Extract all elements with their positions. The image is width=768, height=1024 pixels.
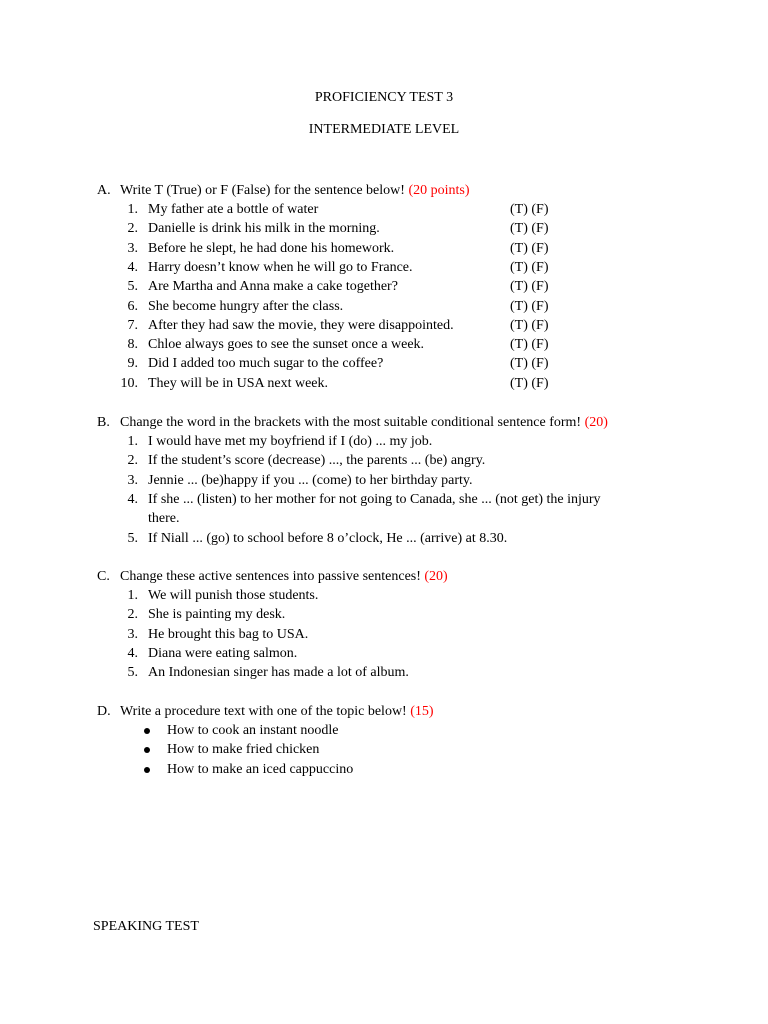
item-number: 4.	[127, 645, 138, 661]
true-false-choice: (T) (F)	[510, 240, 549, 256]
item-number: 5.	[127, 530, 138, 546]
section-c-points: (20)	[424, 569, 448, 584]
conditional-sentence: If Niall ... (go) to school before 8 o’clock, He ... (arrive) at 8.30.	[148, 530, 508, 546]
true-false-choice: (T) (F)	[510, 202, 549, 217]
item-number: 3.	[127, 626, 138, 642]
item-number: 7.	[127, 317, 138, 333]
true-false-choice: (T) (F)	[510, 317, 549, 333]
bullet-icon	[144, 767, 150, 773]
item-number: 5.	[127, 279, 138, 295]
true-false-statement: Danielle is drink his milk in the morning.	[148, 221, 380, 237]
item-number: 9.	[127, 356, 138, 372]
section-a-heading	[120, 181, 470, 200]
section-a-points: (20 points)	[408, 183, 470, 198]
true-false-statement: They will be in USA next week.	[148, 375, 329, 391]
section-c-instruction: Change these active sentences into passive sentences!	[120, 569, 421, 584]
procedure-topic: How to cook an instant noodle	[167, 723, 339, 738]
true-false-choice: (T) (F)	[510, 337, 549, 353]
item-number: 2.	[127, 607, 138, 623]
true-false-statement: After they had saw the movie, they were disappointed.	[148, 317, 454, 333]
conditional-sentence-continued: there.	[148, 511, 180, 527]
section-b-letter: B.	[97, 415, 110, 430]
true-false-statement: She become hungry after the class.	[148, 298, 344, 314]
true-false-statement: Chloe always goes to see the sunset once a week.	[148, 337, 425, 353]
speaking-test-heading: SPEAKING TEST	[93, 919, 199, 934]
conditional-sentence: If the student’s score (decrease) ..., the parents ... (be) angry.	[148, 453, 486, 469]
conditional-sentence: Jennie ... (be)happy if you ... (come) to her birthday party.	[148, 472, 473, 488]
conditional-sentence: I would have met my boyfriend if I (do) ... my job.	[148, 434, 433, 449]
item-number: 6.	[127, 298, 138, 314]
active-sentence: An Indonesian singer has made a lot of album.	[148, 665, 409, 681]
section-c-heading	[120, 567, 448, 586]
conditional-sentence: If she ... (listen) to her mother for not going to Canada, she ... (not get) the injury	[148, 491, 601, 507]
item-number: 4.	[127, 491, 138, 507]
section-a-letter: A.	[97, 183, 111, 198]
bullet-icon	[144, 747, 150, 753]
true-false-statement: Harry doesn’t know when he will go to France.	[148, 259, 413, 275]
item-number: 1.	[127, 202, 138, 217]
true-false-statement: Are Martha and Anna make a cake together?	[148, 279, 398, 295]
procedure-topic: How to make an iced cappuccino	[167, 761, 354, 777]
true-false-choice: (T) (F)	[510, 259, 549, 275]
item-number: 3.	[127, 472, 138, 488]
section-b-points: (20)	[584, 415, 608, 430]
item-number: 1.	[127, 588, 138, 603]
true-false-statement: Did I added too much sugar to the coffee?	[148, 356, 384, 372]
true-false-choice: (T) (F)	[510, 298, 549, 314]
section-b-instruction: Change the word in the brackets with the most suitable conditional sentence form!	[120, 415, 582, 430]
true-false-choice: (T) (F)	[510, 279, 549, 295]
item-number: 3.	[127, 240, 138, 256]
section-a-instruction: Write T (True) or F (False) for the sentence below!	[120, 183, 405, 198]
section-d-instruction: Write a procedure text with one of the topic below!	[120, 704, 407, 719]
true-false-statement: Before he slept, he had done his homework.	[148, 240, 395, 256]
item-number: 4.	[127, 259, 138, 275]
bullet-icon	[144, 728, 150, 734]
page-subtitle: INTERMEDIATE LEVEL	[308, 122, 460, 137]
section-b-heading	[120, 413, 608, 432]
true-false-choice: (T) (F)	[510, 375, 549, 391]
true-false-statement: My father ate a bottle of water	[148, 202, 319, 217]
active-sentence: He brought this bag to USA.	[148, 626, 309, 642]
item-number: 2.	[127, 221, 138, 237]
active-sentence: Diana were eating salmon.	[148, 645, 298, 661]
item-number: 10.	[120, 375, 138, 391]
item-number: 5.	[127, 665, 138, 681]
page-title: PROFICIENCY TEST 3	[314, 90, 454, 105]
procedure-topic: How to make fried chicken	[167, 742, 320, 758]
item-number: 1.	[127, 434, 138, 449]
active-sentence: She is painting my desk.	[148, 607, 286, 623]
section-d-points: (15)	[410, 704, 434, 719]
item-number: 2.	[127, 453, 138, 469]
section-d-heading	[120, 702, 434, 721]
item-number: 8.	[127, 337, 138, 353]
section-d-letter: D.	[97, 704, 111, 719]
true-false-choice: (T) (F)	[510, 221, 549, 237]
active-sentence: We will punish those students.	[148, 588, 319, 603]
true-false-choice: (T) (F)	[510, 356, 549, 372]
section-c-letter: C.	[97, 569, 110, 584]
